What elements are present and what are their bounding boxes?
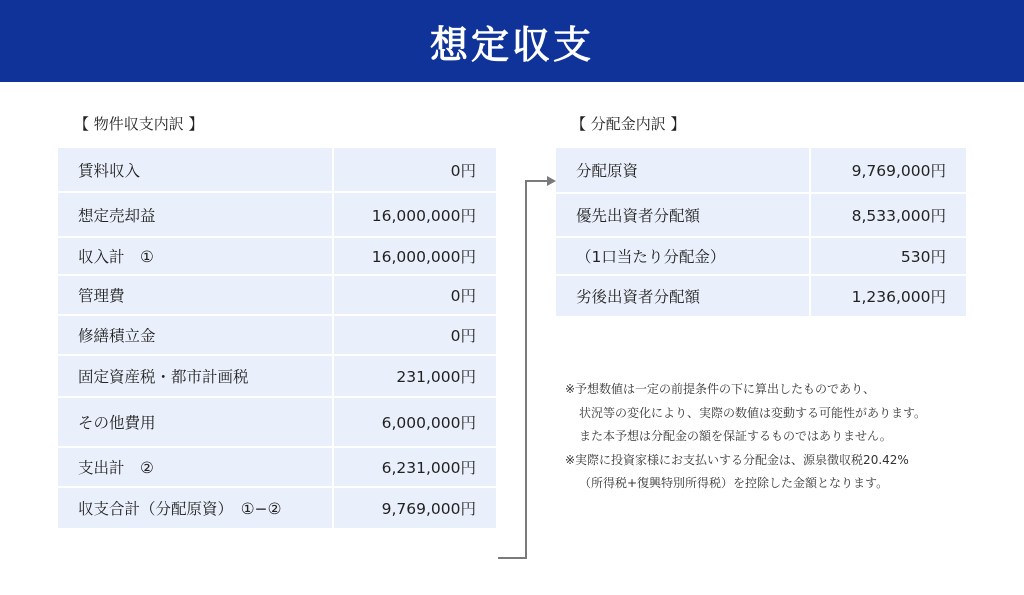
table-row: [556, 148, 966, 194]
table-row: [58, 448, 496, 488]
table-row: [58, 193, 496, 238]
row-label: 賃料収入: [58, 148, 334, 191]
row-label: 劣後出資者分配額: [556, 276, 811, 316]
note-line: また本予想は分配金の額を保証するものではありません。: [579, 429, 892, 443]
note-line: 状況等の変化により、実際の数値は変動する可能性があります。: [579, 405, 927, 420]
row-label: 優先出資者分配額: [556, 194, 811, 236]
row-label: その他費用: [58, 398, 334, 446]
note-line: （所得税+復興特別所得税）を控除した金額となります。: [579, 476, 889, 490]
table-row: [556, 276, 966, 318]
property-breakdown-heading: 【 物件収支内訳 】: [74, 115, 204, 133]
row-label: 固定資産税・都市計画税: [58, 356, 334, 396]
row-value: 1,236,000円: [811, 276, 966, 316]
row-value: 16,000,000円: [334, 193, 496, 236]
page-header: [0, 0, 1024, 82]
row-value: 9,769,000円: [811, 148, 966, 192]
row-label: 分配原資: [556, 148, 811, 192]
row-value: 231,000円: [334, 356, 496, 396]
row-label: 修繕積立金: [58, 316, 334, 354]
row-label: 収入計 ①: [58, 238, 334, 274]
row-value: 0円: [334, 316, 496, 354]
row-label: （1口当たり分配金）: [556, 238, 811, 274]
table-row: [58, 238, 496, 276]
property-breakdown-table: [58, 148, 496, 530]
row-label: 管理費: [58, 276, 334, 314]
row-label: 収支合計（分配原資） ①−②: [58, 488, 334, 528]
table-row: [58, 398, 496, 448]
row-value: 0円: [334, 148, 496, 191]
table-row: [58, 148, 496, 193]
note-line: ※予想数値は一定の前提条件の下に算出したものであり、: [565, 382, 876, 396]
row-label: 支出計 ②: [58, 448, 334, 486]
row-value: 16,000,000円: [334, 238, 496, 274]
distribution-breakdown-table: [556, 148, 966, 318]
table-row: [556, 194, 966, 238]
table-row: [58, 488, 496, 530]
page-title: 想定収支: [429, 22, 594, 67]
distribution-breakdown-heading: 【 分配金内訳 】: [571, 115, 686, 133]
row-value: 530円: [811, 238, 966, 274]
row-label: 想定売却益: [58, 193, 334, 236]
disclaimer-notes: [565, 378, 985, 496]
table-row: [58, 276, 496, 316]
table-row: [58, 356, 496, 398]
table-row: [58, 316, 496, 356]
connector-arrow-icon: [496, 170, 558, 570]
row-value: 8,533,000円: [811, 194, 966, 236]
note-line: ※実際に投資家様にお支払いする分配金は、源泉徴収税20.42%: [565, 452, 909, 467]
table-row: [556, 238, 966, 276]
row-value: 6,231,000円: [334, 448, 496, 486]
row-value: 6,000,000円: [334, 398, 496, 446]
row-value: 9,769,000円: [334, 488, 496, 528]
row-value: 0円: [334, 276, 496, 314]
